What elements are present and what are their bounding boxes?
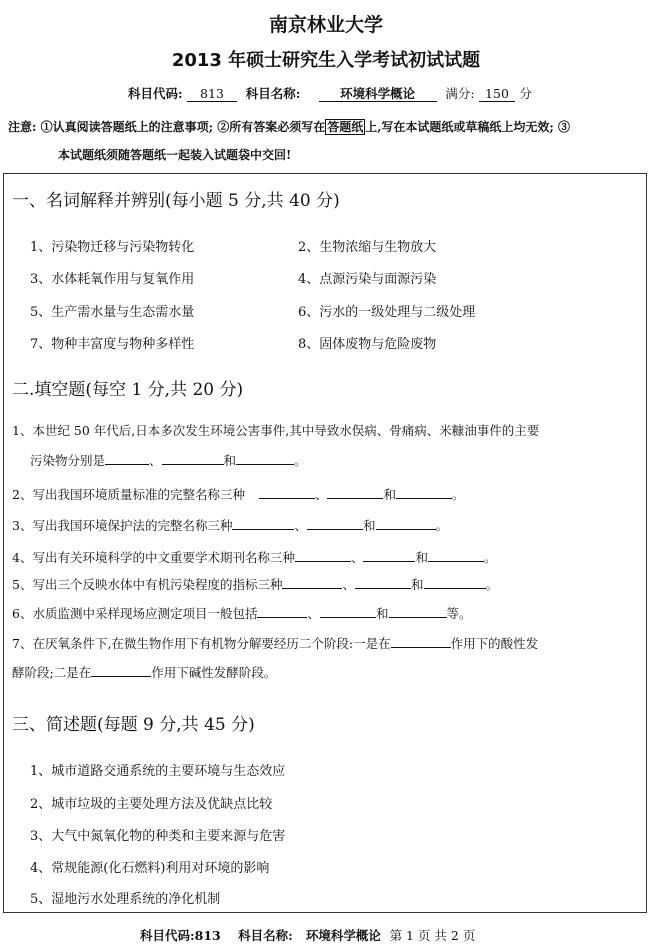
section1-heading: 一、名词解释并辨别(每小题 5 分,共 40 分): [12, 191, 340, 211]
footer-page-number: 第 1 页 共 2 页: [389, 928, 476, 943]
list-item: 1、污染物迁移与污染物转化: [30, 240, 195, 255]
notice-line-2: 本试题纸须随答题纸一起装入试题袋中交回!: [58, 148, 292, 162]
university-name: 南京林业大学: [268, 14, 383, 36]
footer-code-label: 科目代码:: [140, 928, 195, 943]
footer-subject-label: 科目名称:: [238, 928, 293, 943]
fill-question-3: 3、写出我国环境保护法的完整名称三种 、 和 。: [12, 518, 449, 533]
fill-question-7b: 酵阶段;二是在 作用下碱性发酵阶段。: [12, 665, 277, 680]
list-item: 3、水体耗氧作用与复氧作用: [30, 272, 195, 287]
footer-code-value: 813: [194, 928, 221, 943]
score-value: 150: [479, 87, 515, 102]
list-item: 8、固体废物与危险废物: [298, 337, 437, 352]
footer-subject-value: 环境科学概论: [305, 928, 381, 943]
list-item: 4、常规能源(化石燃料)利用对环境的影响: [30, 861, 270, 876]
exam-title: 2013 年硕士研究生入学考试初试试题: [171, 50, 481, 71]
fill-question-7a: 7、在厌氧条件下,在微生物作用下有机物分解要经历二个阶段:一是在 作用下的酸性发: [12, 636, 539, 651]
list-item: 2、生物浓缩与生物放大: [298, 240, 437, 255]
section2-heading: 二.填空题(每空 1 分,共 20 分): [12, 380, 244, 400]
notice-part1: 注意: ①认真阅读答题纸上的注意事项; ②所有答案必须写在: [8, 120, 326, 134]
fill-question-1a: 1、本世纪 50 年代后,日本多次发生环境公害事件,其中导致水俣病、骨痛病、米糠油事件的主要: [12, 423, 540, 438]
subject-label: 科目名称:: [245, 86, 301, 101]
list-item: 3、大气中氮氧化物的种类和主要来源与危害: [30, 829, 286, 844]
list-item: 7、物种丰富度与物种多样性: [30, 337, 195, 352]
code-value: 813: [187, 87, 237, 102]
fill-question-1b: 污染物分别是 、 和 。: [30, 453, 307, 468]
code-label: 科目代码:: [128, 86, 183, 101]
fill-question-2: 2、写出我国环境质量标准的完整名称三种 、 和 。: [12, 487, 465, 502]
fill-question-6: 6、水质监测中采样现场应测定项目一般包括 、 和 等。: [12, 606, 472, 621]
notice-boxed: 答题纸: [327, 120, 364, 134]
list-item: 4、点源污染与面源污染: [298, 272, 437, 287]
notice-part2: 上,写在本试题纸或草稿纸上均无效; ③: [365, 120, 571, 134]
fill-question-5: 5、写出三个反映水体中有机污染程度的指标三种 、 和 。: [12, 577, 499, 592]
fill-question-4: 4、写出有关环境科学的中文重要学术期刊名称三种 、 和 。: [12, 550, 497, 565]
subject-value: 环境科学概论: [319, 87, 437, 102]
score-label: 满分:: [445, 86, 475, 101]
page-footer: [140, 926, 475, 944]
list-item: 5、生产需水量与生态需水量: [30, 305, 195, 320]
list-item: 1、城市道路交通系统的主要环境与生态效应: [30, 764, 286, 779]
section3-heading: 三、简述题(每题 9 分,共 45 分): [12, 715, 255, 735]
notice-line-1: [8, 118, 570, 135]
exam-meta: [128, 84, 532, 102]
score-unit: 分: [519, 86, 532, 101]
list-item: 6、污水的一级处理与二级处理: [298, 305, 476, 320]
list-item: 2、城市垃圾的主要处理方法及优缺点比较: [30, 797, 273, 812]
list-item: 5、湿地污水处理系统的净化机制: [30, 892, 221, 907]
